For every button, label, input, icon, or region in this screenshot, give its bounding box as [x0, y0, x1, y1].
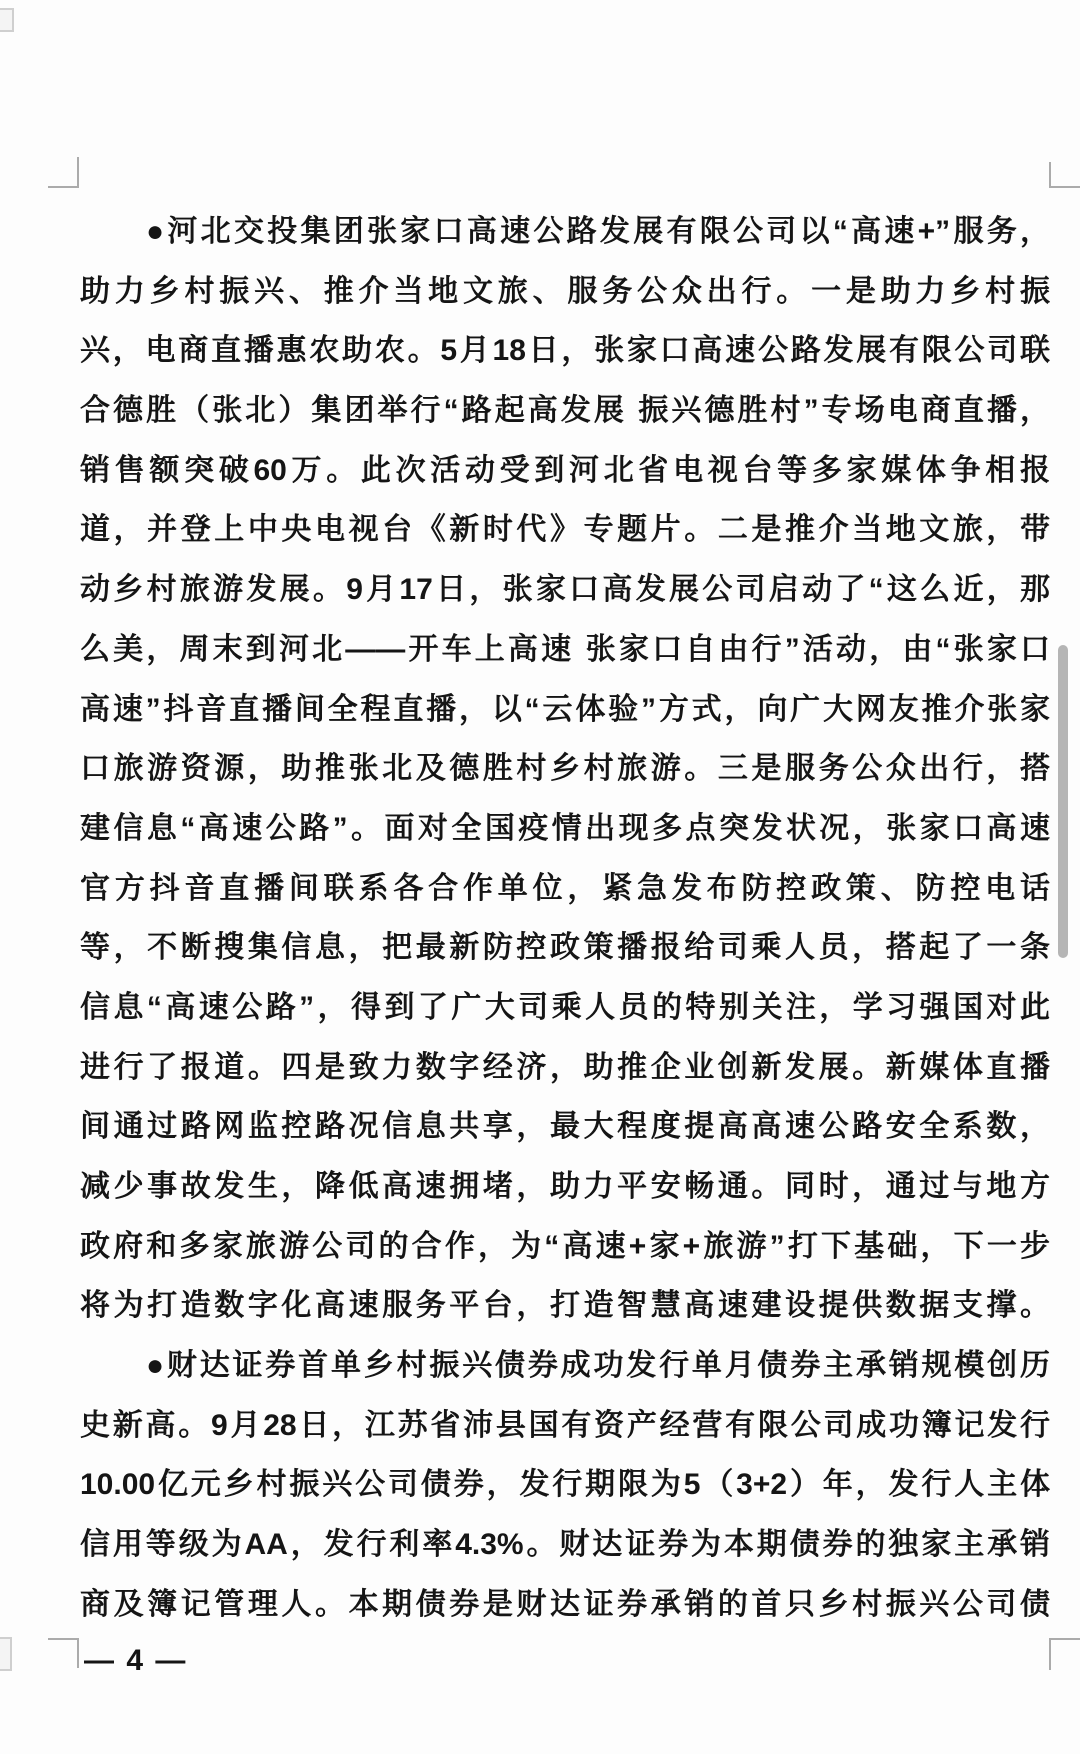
text-line-20: ●财达证券首单乡村振兴债券成功发行单月债券主承销规模创历	[146, 1349, 1050, 1383]
page-number: — 4 —	[84, 1644, 188, 1677]
text-line-7: 动乡村旅游发展。9月17日，张家口高发展公司启动了“这么近，那	[80, 573, 1050, 607]
margin-corner-mark-bottom-right	[1049, 1638, 1080, 1670]
text-line-17: 减少事故发生，降低高速拥堵，助力平安畅通。同时，通过与地方	[80, 1170, 1050, 1203]
scrollbar-thumb[interactable]	[1058, 645, 1068, 958]
document-body	[80, 202, 1050, 1635]
text-line-22: 10.00亿元乡村振兴公司债券，发行期限为5（3+2）年，发行人主体	[80, 1468, 1050, 1502]
page-edge-artifact-bottom	[0, 1637, 12, 1671]
margin-corner-mark-top-right	[1049, 162, 1080, 188]
text-line-10: 口旅游资源，助推张北及德胜村乡村旅游。三是服务公众出行，搭	[80, 752, 1050, 786]
text-line-16: 间通过路网监控路况信息共享，最大程度提高高速公路安全系数，	[80, 1110, 1050, 1144]
text-line-4: 合德胜（张北）集团举行“路起高发展 振兴德胜村”专场电商直播，	[80, 394, 1050, 428]
text-line-2: 助力乡村振兴、推介当地文旅、服务公众出行。一是助力乡村振	[80, 274, 1050, 308]
text-line-23: 信用等级为AA，发行利率4.3%。财达证券为本期债券的独家主承销	[80, 1528, 1050, 1562]
text-line-11: 建信息“高速公路”。面对全国疫情出现多点突发状况，张家口高速	[80, 811, 1050, 845]
text-line-6: 道，并登上中央电视台《新时代》专题片。二是推介当地文旅，带	[80, 513, 1050, 547]
text-line-12: 官方抖音直播间联系各合作单位，紧急发布防控政策、防控电话	[80, 871, 1050, 905]
text-line-18: 政府和多家旅游公司的合作，为“高速+家+旅游”打下基础，下一步	[80, 1229, 1050, 1263]
text-line-1: ●河北交投集团张家口高速公路发展有限公司以“高速+”服务，	[146, 215, 1050, 248]
text-line-19: 将为打造数字化高速服务平台，打造智慧高速建设提供数据支撑。	[80, 1289, 1050, 1323]
text-line-13: 等，不断搜集信息，把最新防控政策播报给司乘人员，搭起了一条	[80, 931, 1050, 965]
text-line-3: 兴，电商直播惠农助农。5月18日，张家口高速公路发展有限公司联	[80, 334, 1050, 368]
text-line-14: 信息“高速公路”，得到了广大司乘人员的特别关注，学习强国对此	[80, 990, 1050, 1024]
text-line-9: 高速”抖音直播间全程直播，以“云体验”方式，向广大网友推介张家	[80, 692, 1050, 726]
page-edge-artifact-top	[0, 8, 14, 32]
text-line-24: 商及簿记管理人。本期债券是财达证券承销的首只乡村振兴公司债	[80, 1587, 1050, 1621]
text-line-21: 史新高。9月28日，江苏省沛县国有资产经营有限公司成功簿记发行	[80, 1408, 1050, 1442]
text-line-15: 进行了报道。四是致力数字经济，助推企业创新发展。新媒体直播	[80, 1050, 1050, 1084]
text-line-5: 销售额突破60万。此次活动受到河北省电视台等多家媒体争相报	[80, 453, 1050, 487]
text-line-8: 么美，周末到河北——开车上高速 张家口自由行”活动，由“张家口	[80, 632, 1050, 666]
margin-corner-mark-top-left	[48, 157, 79, 188]
margin-corner-mark-bottom-left	[48, 1638, 79, 1668]
